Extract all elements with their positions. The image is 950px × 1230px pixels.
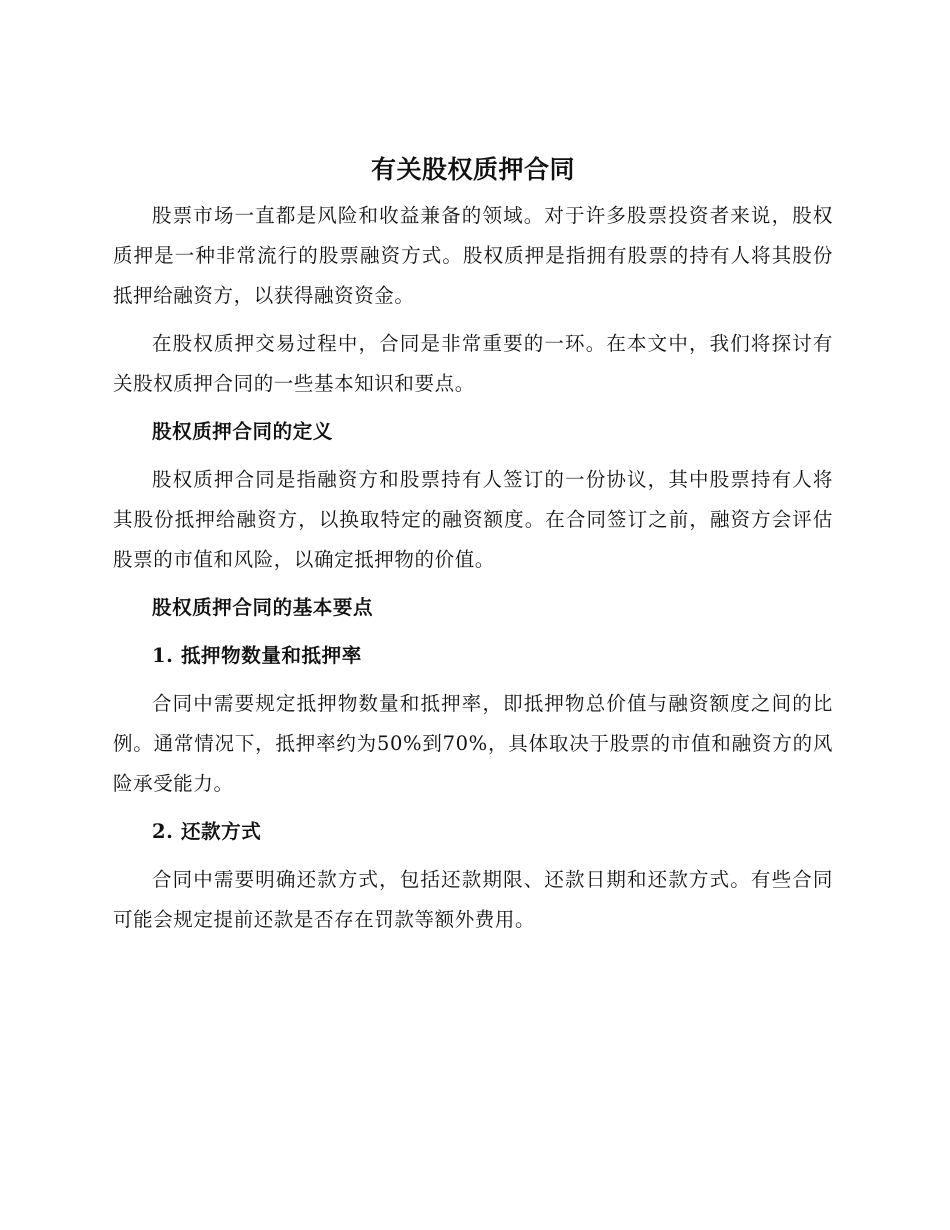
subheading-repayment: 2. 还款方式 — [152, 820, 262, 843]
subheading-collateral-ratio: 1. 抵押物数量和抵押率 — [152, 644, 362, 667]
section-heading-definition: 股权质押合同的定义 — [152, 420, 333, 443]
paragraph-intro: 股票市场一直都是风险和收益兼备的领域。对于许多股票投资者来说，股权质押是一种非常流行的股票融资方式。股权质押是指拥有股票的持有人将其股份抵押给融资方，以获得融资资金。 — [113, 204, 833, 307]
paragraph-collateral-ratio: 合同中需要规定抵押物数量和抵押率，即抵押物总价值与融资额度之间的比例。通常情况下，抵押率约为50%到70%，具体取决于股票的市值和融资方的风险承受能力。 — [113, 692, 833, 795]
section-heading-key-points: 股权质押合同的基本要点 — [152, 596, 374, 619]
paragraph-definition: 股权质押合同是指融资方和股票持有人签订的一份协议，其中股票持有人将其股份抵押给融资方，以换取特定的融资额度。在合同签订之前，融资方会评估股票的市值和风险，以确定抵押物的价值。 — [113, 468, 833, 571]
document-title: 有关股权质押合同 — [370, 155, 575, 184]
document-body — [113, 150, 833, 948]
paragraph-repayment: 合同中需要明确还款方式，包括还款期限、还款日期和还款方式。有些合同可能会规定提前还款是否存在罚款等额外费用。 — [113, 868, 833, 931]
paragraph-contract-importance: 在股权质押交易过程中，合同是非常重要的一环。在本文中，我们将探讨有关股权质押合同的一些基本知识和要点。 — [113, 332, 833, 395]
